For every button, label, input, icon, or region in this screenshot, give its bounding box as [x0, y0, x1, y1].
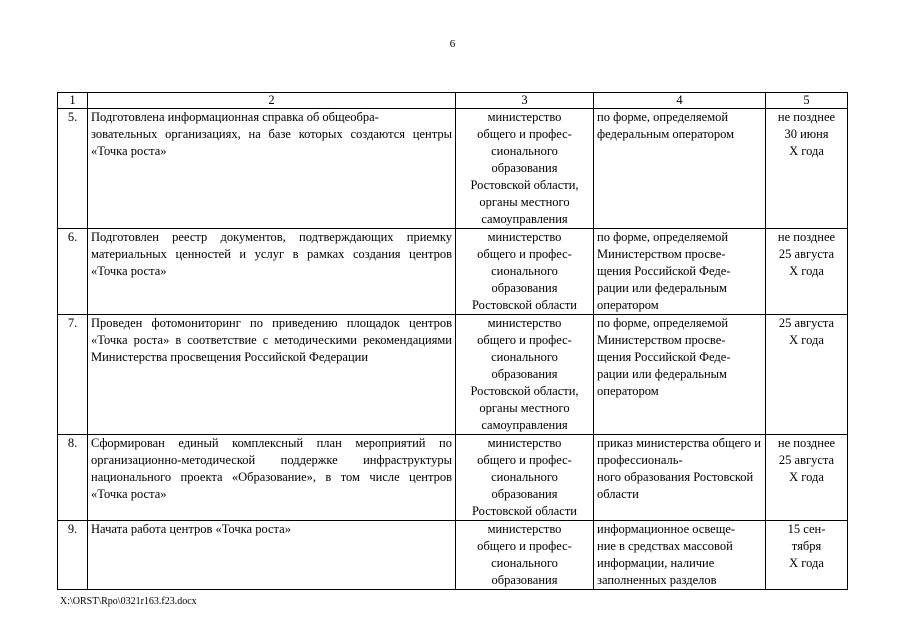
row-number: 6. — [58, 229, 88, 315]
event-description: Проведен фотомониторинг по приведению площадок центров «Точка роста» в соответствие с методическими рекомендациями Министерства просвещения Российской Федерации — [88, 315, 456, 435]
event-description: Подготовлен реестр документов, подтверждающих приемку материальных ценностей и услуг в рамках создания центров «Точка роста» — [88, 229, 456, 315]
report-form: по форме, определяемой Министерством просве- щения Российской Феде- рации или федеральным оператором — [594, 315, 766, 435]
responsible-party: министерство общего и профес- сионального образования Ростовской области, органы местного самоуправления — [456, 315, 594, 435]
header-cell-5: 5 — [766, 93, 848, 109]
responsible-party: министерство общего и профес- сионального образования Ростовской области — [456, 229, 594, 315]
deadline: не позднее 30 июня X года — [766, 109, 848, 229]
deadline: 25 августа X года — [766, 315, 848, 435]
header-cell-2: 2 — [88, 93, 456, 109]
row-number: 8. — [58, 435, 88, 521]
table-row — [58, 109, 848, 229]
header-cell-4: 4 — [594, 93, 766, 109]
deadline: не позднее 25 августа X года — [766, 229, 848, 315]
event-description: Сформирован единый комплексный план мероприятий по организационно-методической поддержке инфраструктуры национального проекта «Образование», в том числе центров «Точка роста» — [88, 435, 456, 521]
page-number: 6 — [449, 38, 456, 50]
table-row — [58, 229, 848, 315]
header-cell-3: 3 — [456, 93, 594, 109]
report-form: информационное освеще- ние в средствах массовой информации, наличие заполненных разделов — [594, 521, 766, 590]
responsible-party: министерство общего и профес- сионального образования — [456, 521, 594, 590]
table-row — [58, 435, 848, 521]
responsible-party: министерство общего и профес- сионального образования Ростовской области, органы местного самоуправления — [456, 109, 594, 229]
plan-table — [57, 92, 848, 590]
header-cell-1: 1 — [58, 93, 88, 109]
table-row — [58, 521, 848, 590]
report-form: приказ министерства общего и профессиональ- ного образования Ростовской области — [594, 435, 766, 521]
row-number: 7. — [58, 315, 88, 435]
event-description: Подготовлена информационная справка об общеобра- зовательных организациях, на базе которых создаются центры «Точка роста» — [88, 109, 456, 229]
row-number: 9. — [58, 521, 88, 590]
row-number: 5. — [58, 109, 88, 229]
event-description: Начата работа центров «Точка роста» — [88, 521, 456, 590]
header-row — [58, 93, 848, 109]
report-form: по форме, определяемой федеральным оператором — [594, 109, 766, 229]
table-row — [58, 315, 848, 435]
deadline: не позднее 25 августа X года — [766, 435, 848, 521]
responsible-party: министерство общего и профес- сионального образования Ростовской области — [456, 435, 594, 521]
report-form: по форме, определяемой Министерством просве- щения Российской Феде- рации или федеральным оператором — [594, 229, 766, 315]
deadline: 15 сен- тября X года — [766, 521, 848, 590]
file-path-footer: X:\ORST\Rpo\0321r163.f23.docx — [60, 596, 197, 607]
